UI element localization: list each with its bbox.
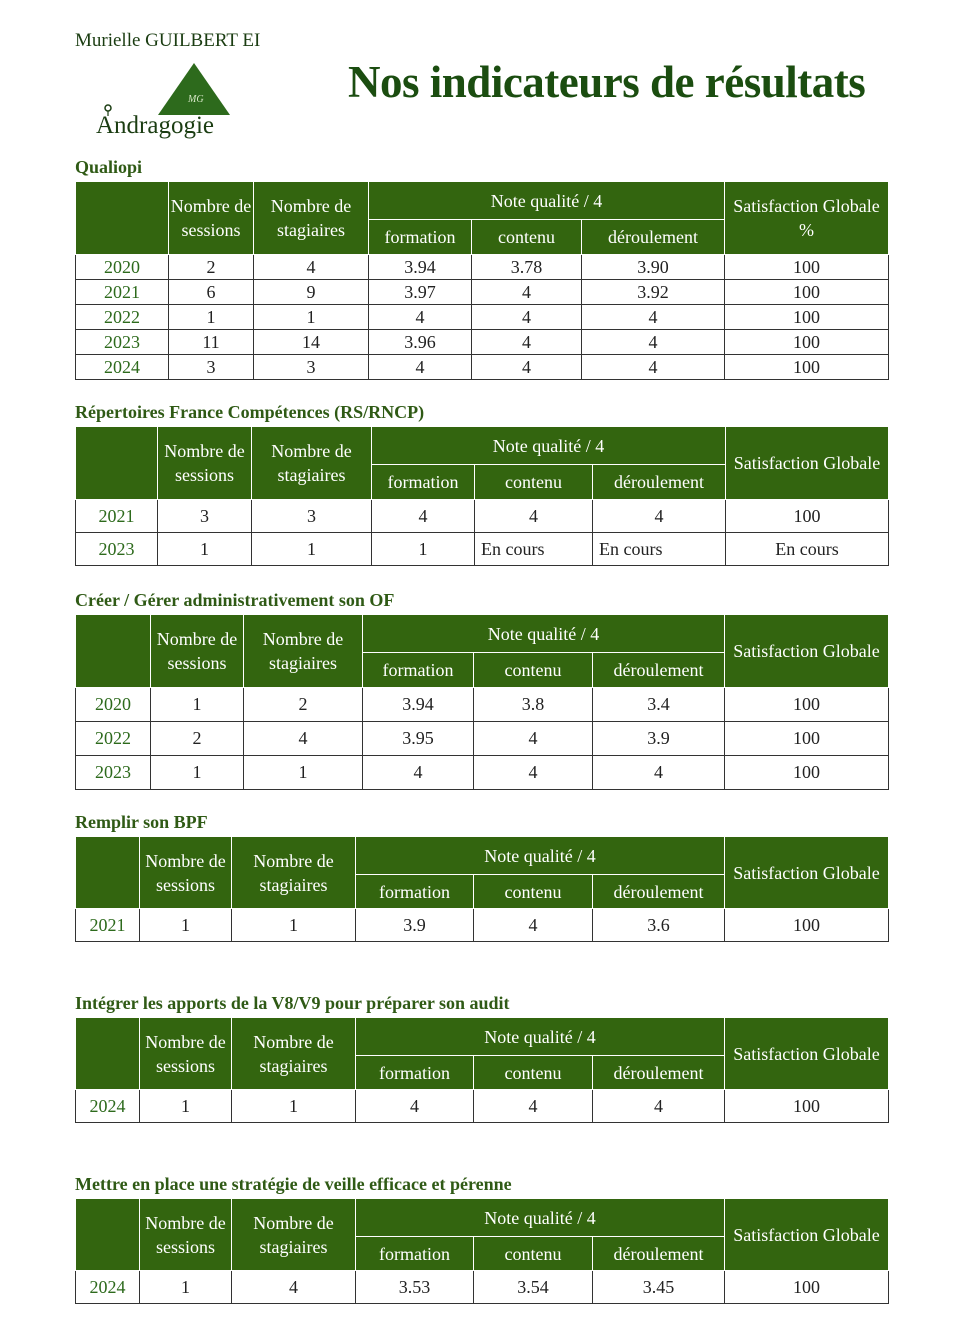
logo-initials: MG [188, 94, 204, 105]
satisfaction-header: Satisfaction Globale [725, 615, 889, 688]
stagiaires-cell: 1 [232, 1090, 356, 1123]
section-title-creer-gerer: Créer / Gérer administrativement son OF [75, 590, 395, 610]
deroulement-cell: 3.6 [593, 909, 725, 942]
table-qualiopi [75, 181, 889, 380]
deroulement-cell: 4 [582, 305, 725, 330]
stagiaires-cell: 4 [244, 722, 363, 756]
stagiaires-cell: 9 [254, 280, 369, 305]
sessions-cell: 1 [140, 1271, 232, 1304]
contenu-cell: 4 [472, 280, 582, 305]
stagiaires-cell: 1 [254, 305, 369, 330]
deroulement-header: déroulement [582, 220, 725, 255]
satisfaction-cell: 100 [725, 756, 889, 790]
table-row [76, 500, 889, 533]
satisfaction-cell: 100 [725, 305, 889, 330]
section-title-bpf: Remplir son BPF [75, 812, 208, 832]
formation-cell: 4 [369, 305, 472, 330]
formation-header: formation [363, 653, 474, 688]
formation-cell: 3.94 [363, 688, 474, 722]
sessions-cell: 11 [169, 330, 254, 355]
sessions-cell: 1 [169, 305, 254, 330]
satisfaction-header: Satisfaction Globale [726, 427, 889, 500]
satisfaction-cell: 100 [725, 1090, 889, 1123]
table-row [76, 355, 889, 380]
contenu-header: contenu [472, 220, 582, 255]
deroulement-cell: 4 [582, 355, 725, 380]
table-row [76, 305, 889, 330]
satisfaction-cell: 100 [726, 500, 889, 533]
owner-name: Murielle GUILBERT EI [75, 30, 261, 51]
year-cell: 2022 [76, 722, 151, 756]
note-header: Note qualité / 4 [356, 1199, 725, 1237]
contenu-cell: En cours [475, 533, 593, 566]
section-title-v8-v9: Intégrer les apports de la V8/V9 pour préparer son audit [75, 993, 510, 1013]
table-row [76, 255, 889, 280]
deroulement-cell: 3.9 [593, 722, 725, 756]
satisfaction-cell: 100 [725, 688, 889, 722]
stagiaires-cell: 2 [244, 688, 363, 722]
formation-cell: 3.9 [356, 909, 474, 942]
stagiaires-cell: 3 [254, 355, 369, 380]
formation-cell: 4 [356, 1090, 474, 1123]
formation-cell: 3.53 [356, 1271, 474, 1304]
satisfaction-header: Satisfaction Globale [725, 837, 889, 909]
formation-cell: 4 [372, 500, 475, 533]
section-title-qualiopi: Qualiopi [75, 157, 143, 177]
stagiaires-cell: 1 [244, 756, 363, 790]
year-cell: 2021 [76, 500, 158, 533]
page-title: Nos indicateurs de résultats [348, 57, 866, 107]
year-cell: 2023 [76, 756, 151, 790]
sessions-header: Nombre de sessions [140, 837, 232, 909]
satisfaction-cell: 100 [725, 255, 889, 280]
deroulement-cell: 3.90 [582, 255, 725, 280]
table-row [76, 909, 889, 942]
contenu-cell: 4 [475, 500, 593, 533]
year-cell: 2024 [76, 355, 169, 380]
logo-word: Andragogie [96, 112, 215, 139]
formation-cell: 3.97 [369, 280, 472, 305]
year-header [76, 182, 169, 255]
deroulement-cell: 4 [582, 330, 725, 355]
deroulement-header: déroulement [593, 653, 725, 688]
year-header [76, 427, 158, 500]
year-cell: 2021 [76, 280, 169, 305]
sessions-cell: 1 [140, 1090, 232, 1123]
stagiaires-cell: 14 [254, 330, 369, 355]
deroulement-cell: 4 [593, 756, 725, 790]
stagiaires-cell: 4 [254, 255, 369, 280]
sessions-cell: 3 [169, 355, 254, 380]
year-header [76, 615, 151, 688]
stagiaires-cell: 3 [252, 500, 372, 533]
table-creer-gerer [75, 614, 889, 790]
sessions-cell: 1 [140, 909, 232, 942]
table-row [76, 1271, 889, 1304]
note-header: Note qualité / 4 [363, 615, 725, 653]
formation-cell: 4 [369, 355, 472, 380]
contenu-header: contenu [475, 465, 593, 500]
formation-header: formation [356, 1237, 474, 1271]
satisfaction-cell: 100 [725, 909, 889, 942]
sessions-cell: 6 [169, 280, 254, 305]
stagiaires-cell: 1 [252, 533, 372, 566]
note-header: Note qualité / 4 [356, 837, 725, 875]
deroulement-cell: 4 [593, 1090, 725, 1123]
formation-cell: 1 [372, 533, 475, 566]
contenu-cell: 4 [474, 1090, 593, 1123]
sessions-cell: 3 [158, 500, 252, 533]
satisfaction-cell: 100 [725, 722, 889, 756]
deroulement-header: déroulement [593, 875, 725, 909]
sessions-header: Nombre de sessions [151, 615, 244, 688]
formation-cell: 3.95 [363, 722, 474, 756]
deroulement-cell: 4 [593, 500, 726, 533]
table-repertoires [75, 426, 889, 566]
sessions-header: Nombre de sessions [169, 182, 254, 255]
satisfaction-cell: En cours [726, 533, 889, 566]
deroulement-header: déroulement [593, 465, 726, 500]
satisfaction-cell: 100 [725, 330, 889, 355]
table-row [76, 330, 889, 355]
stagiaires-header: Nombre de stagiaires [232, 837, 356, 909]
deroulement-cell: 3.45 [593, 1271, 725, 1304]
year-cell: 2020 [76, 688, 151, 722]
formation-cell: 3.96 [369, 330, 472, 355]
formation-cell: 4 [363, 756, 474, 790]
stagiaires-header: Nombre de stagiaires [232, 1018, 356, 1090]
formation-header: formation [372, 465, 475, 500]
contenu-header: contenu [474, 1056, 593, 1090]
contenu-header: contenu [474, 653, 593, 688]
contenu-cell: 3.78 [472, 255, 582, 280]
year-cell: 2024 [76, 1271, 140, 1304]
contenu-cell: 3.8 [474, 688, 593, 722]
satisfaction-cell: 100 [725, 1271, 889, 1304]
note-header: Note qualité / 4 [372, 427, 726, 465]
year-header [76, 1199, 140, 1271]
contenu-header: contenu [474, 1237, 593, 1271]
note-header: Note qualité / 4 [369, 182, 725, 220]
table-row [76, 1090, 889, 1123]
contenu-header: contenu [474, 875, 593, 909]
table-bpf [75, 836, 889, 942]
sessions-cell: 1 [151, 756, 244, 790]
satisfaction-cell: 100 [725, 355, 889, 380]
table-row [76, 756, 889, 790]
table-row [76, 688, 889, 722]
sessions-cell: 1 [151, 688, 244, 722]
year-cell: 2024 [76, 1090, 140, 1123]
formation-cell: 3.94 [369, 255, 472, 280]
sessions-cell: 2 [151, 722, 244, 756]
sessions-cell: 1 [158, 533, 252, 566]
contenu-cell: 4 [472, 305, 582, 330]
year-cell: 2022 [76, 305, 169, 330]
section-title-veille: Mettre en place une stratégie de veille efficace et pérenne [75, 1174, 512, 1194]
stagiaires-header: Nombre de stagiaires [254, 182, 369, 255]
table-v8-v9 [75, 1017, 889, 1123]
stagiaires-cell: 1 [232, 909, 356, 942]
deroulement-header: déroulement [593, 1237, 725, 1271]
year-header [76, 837, 140, 909]
satisfaction-header: Satisfaction Globale [725, 1018, 889, 1090]
stagiaires-header: Nombre de stagiaires [252, 427, 372, 500]
contenu-cell: 4 [474, 756, 593, 790]
formation-header: formation [356, 1056, 474, 1090]
deroulement-cell: 3.4 [593, 688, 725, 722]
sessions-header: Nombre de sessions [140, 1018, 232, 1090]
deroulement-cell: 3.92 [582, 280, 725, 305]
year-header [76, 1018, 140, 1090]
deroulement-header: déroulement [593, 1056, 725, 1090]
table-row [76, 722, 889, 756]
year-cell: 2020 [76, 255, 169, 280]
satisfaction-header: Satisfaction Globale % [725, 182, 889, 255]
section-title-repertoires: Répertoires France Compétences (RS/RNCP) [75, 402, 425, 422]
formation-header: formation [369, 220, 472, 255]
satisfaction-cell: 100 [725, 280, 889, 305]
stagiaires-header: Nombre de stagiaires [232, 1199, 356, 1271]
table-veille [75, 1198, 889, 1304]
year-cell: 2021 [76, 909, 140, 942]
deroulement-cell: En cours [593, 533, 726, 566]
formation-header: formation [356, 875, 474, 909]
stagiaires-cell: 4 [232, 1271, 356, 1304]
contenu-cell: 4 [474, 722, 593, 756]
year-cell: 2023 [76, 533, 158, 566]
contenu-cell: 3.54 [474, 1271, 593, 1304]
contenu-cell: 4 [472, 355, 582, 380]
sessions-header: Nombre de sessions [158, 427, 252, 500]
contenu-cell: 4 [472, 330, 582, 355]
year-cell: 2023 [76, 330, 169, 355]
stagiaires-header: Nombre de stagiaires [244, 615, 363, 688]
contenu-cell: 4 [474, 909, 593, 942]
note-header: Note qualité / 4 [356, 1018, 725, 1056]
table-row [76, 280, 889, 305]
satisfaction-header: Satisfaction Globale [725, 1199, 889, 1271]
sessions-header: Nombre de sessions [140, 1199, 232, 1271]
table-row [76, 533, 889, 566]
sessions-cell: 2 [169, 255, 254, 280]
